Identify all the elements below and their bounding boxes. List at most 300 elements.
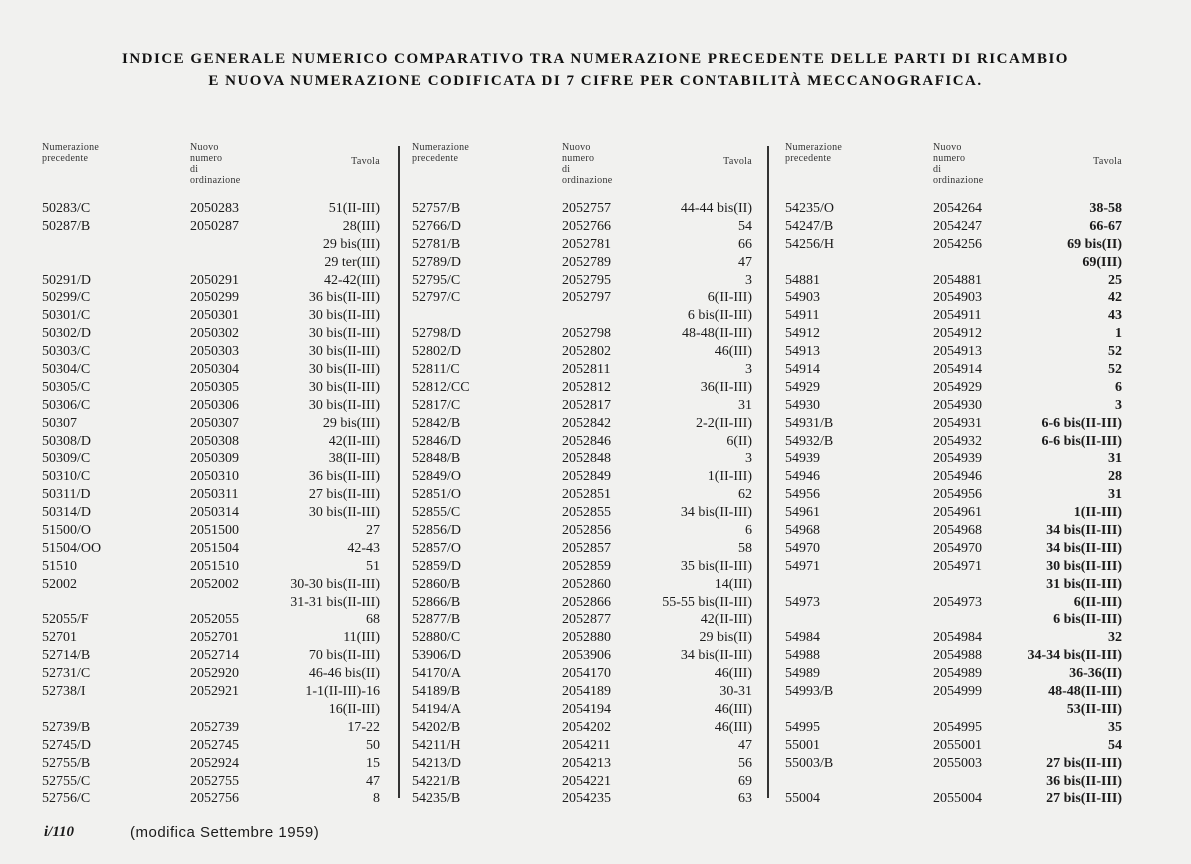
previous-number: 54202/B xyxy=(412,719,461,735)
tavola-ref: 30 bis(II-III) xyxy=(308,397,380,413)
previous-number: 54235/B xyxy=(412,791,461,807)
tavola-ref: 70 bis(II-III) xyxy=(308,648,380,664)
new-order-number: 2050301 xyxy=(190,308,239,324)
tavola-ref: 34 bis(II-III) xyxy=(1046,523,1122,539)
tavola-ref: 54 xyxy=(1108,737,1122,753)
tavola-ref: 30-30 bis(II-III) xyxy=(290,576,380,592)
tavola-ref: 31 xyxy=(1108,451,1122,467)
tavola-ref: 42-42(III) xyxy=(324,272,380,288)
new-order-number: 2054247 xyxy=(933,218,982,234)
tavola-ref: 38(II-III) xyxy=(328,451,380,467)
tavola-ref: 46-46 bis(II) xyxy=(308,666,380,682)
tavola-ref: 1(II-III) xyxy=(707,469,752,485)
tavola-ref: 51(II-III) xyxy=(328,201,380,216)
new-order-number: 2052855 xyxy=(562,505,611,521)
new-order-number: 2054956 xyxy=(933,487,982,503)
previous-number: 55004 xyxy=(785,791,820,807)
tavola-ref: 25 xyxy=(1108,272,1122,288)
page-number: i/110 xyxy=(44,824,75,840)
new-order-number: 2054931 xyxy=(933,415,982,431)
tavola-ref: 30 bis(II-III) xyxy=(308,308,380,324)
header-new-line2: di ordinazione xyxy=(562,164,613,186)
tavola-ref: 47 xyxy=(738,737,752,753)
previous-number: 52855/C xyxy=(412,505,461,521)
tavola-ref: 6(II-III) xyxy=(1073,594,1122,610)
previous-number: 52002 xyxy=(42,576,77,592)
tavola-ref: 52 xyxy=(1108,344,1122,360)
tavola-ref: 69 xyxy=(738,773,752,789)
previous-number: 50308/D xyxy=(42,433,91,449)
previous-number: 54984 xyxy=(785,630,820,646)
header-tavola: Tavola xyxy=(1093,156,1122,167)
previous-number: 54189/B xyxy=(412,684,461,700)
column-divider xyxy=(398,146,400,798)
previous-number: 52766/D xyxy=(412,218,461,234)
previous-number: 50307 xyxy=(42,415,77,431)
tavola-ref: 42-43 xyxy=(347,540,380,556)
new-order-number: 2052849 xyxy=(562,469,611,485)
new-order-number: 2052756 xyxy=(190,791,239,807)
tavola-ref: 30 bis(II-III) xyxy=(308,379,380,395)
new-order-number: 2054999 xyxy=(933,684,982,700)
tavola-ref: 66-67 xyxy=(1089,218,1122,234)
new-order-number: 2054973 xyxy=(933,594,982,610)
header-prev-line1: Numerazione xyxy=(785,142,843,153)
modification-note: (modifica Settembre 1959) xyxy=(130,824,320,841)
header-new xyxy=(933,142,984,186)
tavola-ref: 69 bis(II) xyxy=(1067,236,1122,252)
previous-number: 52789/D xyxy=(412,254,461,270)
tavola-ref: 62 xyxy=(738,487,752,503)
tavola-ref: 69(III) xyxy=(1082,254,1122,270)
previous-number: 52860/B xyxy=(412,576,461,592)
tavola-ref: 34 bis(II-III) xyxy=(680,505,752,521)
new-order-number: 2054189 xyxy=(562,684,611,700)
header-new-line2: di ordinazione xyxy=(933,164,984,186)
previous-number: 52795/C xyxy=(412,272,461,288)
previous-number: 52781/B xyxy=(412,236,461,252)
new-order-number: 2054211 xyxy=(562,737,611,753)
new-order-number: 2052745 xyxy=(190,737,239,753)
previous-number: 50301/C xyxy=(42,308,91,324)
document-title xyxy=(0,48,1191,92)
new-order-number: 2050304 xyxy=(190,362,239,378)
new-order-number: 2055001 xyxy=(933,737,982,753)
new-order-number: 2054988 xyxy=(933,648,982,664)
tavola-ref: 36 bis(II-III) xyxy=(1046,773,1122,789)
tavola-ref: 6 xyxy=(745,523,752,539)
previous-number: 54221/B xyxy=(412,773,461,789)
previous-number: 54989 xyxy=(785,666,820,682)
new-order-number: 2052055 xyxy=(190,612,239,628)
previous-number: 50291/D xyxy=(42,272,91,288)
header-new-line1: Nuovo numero xyxy=(562,142,595,164)
tavola-ref: 63 xyxy=(738,791,752,807)
header-prev xyxy=(42,142,99,164)
new-order-number: 2050314 xyxy=(190,505,239,521)
previous-number: 54970 xyxy=(785,540,820,556)
tavola-ref: 50 xyxy=(366,737,380,753)
new-order-number: 2054903 xyxy=(933,290,982,306)
tavola-ref: 3 xyxy=(745,362,752,378)
header-new-line1: Nuovo numero xyxy=(933,142,966,164)
previous-number: 52731/C xyxy=(42,666,91,682)
previous-number: 54914 xyxy=(785,362,820,378)
new-order-number: 2054939 xyxy=(933,451,982,467)
new-order-number: 2052802 xyxy=(562,344,611,360)
previous-number: 54930 xyxy=(785,397,820,413)
tavola-ref: 29 ter(III) xyxy=(324,254,380,270)
previous-number: 52756/C xyxy=(42,791,91,807)
new-order-number: 2050302 xyxy=(190,326,239,342)
new-order-number: 2052755 xyxy=(190,773,239,789)
previous-number: 55003/B xyxy=(785,755,834,771)
tavola-ref: 31-31 bis(II-III) xyxy=(290,594,380,610)
new-order-number: 2051510 xyxy=(190,558,239,574)
tavola-ref: 58 xyxy=(738,540,752,556)
new-order-number: 2054932 xyxy=(933,433,982,449)
new-order-number: 2054995 xyxy=(933,719,982,735)
new-order-number: 2054194 xyxy=(562,701,611,717)
previous-number: 54235/O xyxy=(785,201,834,216)
new-order-number: 2054968 xyxy=(933,523,982,539)
tavola-ref: 3 xyxy=(745,451,752,467)
tavola-ref: 15 xyxy=(366,755,380,771)
previous-number: 51504/OO xyxy=(42,540,102,556)
tavola-ref: 38-58 xyxy=(1089,201,1122,216)
new-order-number: 2052866 xyxy=(562,594,611,610)
previous-number: 54973 xyxy=(785,594,820,610)
tavola-ref: 30 bis(II-III) xyxy=(308,505,380,521)
new-order-number: 2050291 xyxy=(190,272,239,288)
previous-number: 52866/B xyxy=(412,594,461,610)
tavola-ref: 6 bis(II-III) xyxy=(1053,612,1122,628)
header-tavola: Tavola xyxy=(723,156,752,167)
title-line-2: E NUOVA NUMERAZIONE CODIFICATA DI 7 CIFRE PER CONTABILITÀ MECCANOGRAFICA. xyxy=(208,73,983,89)
previous-number: 52880/C xyxy=(412,630,461,646)
tavola-ref: 36(II-III) xyxy=(700,379,752,395)
previous-number: 54213/D xyxy=(412,755,461,771)
tavola-ref: 46(III) xyxy=(714,719,752,735)
tavola-ref: 16(II-III) xyxy=(328,701,380,717)
previous-number: 54971 xyxy=(785,558,820,574)
title-line-1: INDICE GENERALE NUMERICO COMPARATIVO TRA NUMERAZIONE PRECEDENTE DELLE PARTI DI RICAMBIO xyxy=(122,51,1069,67)
previous-number: 52797/C xyxy=(412,290,461,306)
new-order-number: 2050303 xyxy=(190,344,239,360)
new-order-number: 2052842 xyxy=(562,415,611,431)
tavola-ref: 28 xyxy=(1108,469,1122,485)
previous-number: 51510 xyxy=(42,558,77,574)
new-order-number: 2054202 xyxy=(562,719,611,735)
new-order-number: 2050305 xyxy=(190,379,239,395)
tavola-ref: 46(III) xyxy=(714,666,752,682)
tavola-ref: 47 xyxy=(366,773,380,789)
new-order-number: 2052817 xyxy=(562,397,611,413)
header-tavola: Tavola xyxy=(351,156,380,167)
new-order-number: 2054930 xyxy=(933,397,982,413)
new-order-number: 2054929 xyxy=(933,379,982,395)
new-order-number: 2052812 xyxy=(562,379,611,395)
previous-number: 52859/D xyxy=(412,558,461,574)
new-order-number: 2052860 xyxy=(562,576,611,592)
tavola-ref: 53(II-III) xyxy=(1066,701,1122,717)
new-order-number: 2054911 xyxy=(933,308,982,324)
tavola-ref: 46(III) xyxy=(714,701,752,717)
tavola-ref: 6(II) xyxy=(726,433,752,449)
previous-number: 50283/C xyxy=(42,201,91,216)
tavola-ref: 54 xyxy=(738,218,752,234)
header-prev-line2: precedente xyxy=(785,153,832,164)
tavola-ref: 17-22 xyxy=(347,719,380,735)
previous-number: 54968 xyxy=(785,523,820,539)
new-order-number: 2052795 xyxy=(562,272,611,288)
new-order-number: 2054213 xyxy=(562,755,611,771)
new-order-number: 2050309 xyxy=(190,451,239,467)
tavola-ref: 2-2(II-III) xyxy=(696,415,752,431)
header-prev xyxy=(412,142,469,164)
previous-number: 54211/H xyxy=(412,737,461,753)
new-order-number: 2053906 xyxy=(562,648,611,664)
new-order-number: 2054913 xyxy=(933,344,982,360)
new-order-number: 2054264 xyxy=(933,201,982,216)
tavola-ref: 31 bis(II-III) xyxy=(1046,576,1122,592)
new-order-number: 2054914 xyxy=(933,362,982,378)
tavola-ref: 6 xyxy=(1115,379,1122,395)
tavola-ref: 31 xyxy=(738,397,752,413)
tavola-ref: 8 xyxy=(373,791,380,807)
previous-number: 52842/B xyxy=(412,415,461,431)
previous-number: 52846/D xyxy=(412,433,461,449)
previous-number: 52798/D xyxy=(412,326,461,342)
new-order-number: 2054170 xyxy=(562,666,611,682)
tavola-ref: 27 bis(II-III) xyxy=(308,487,380,503)
tavola-ref: 48-48(II-III) xyxy=(682,326,752,342)
header-prev-line2: precedente xyxy=(42,153,89,164)
previous-number: 50311/D xyxy=(42,487,91,503)
new-order-number: 2054946 xyxy=(933,469,982,485)
previous-number: 52811/C xyxy=(412,362,460,378)
previous-number: 54247/B xyxy=(785,218,834,234)
tavola-ref: 6-6 bis(II-III) xyxy=(1041,415,1122,431)
new-order-number: 2055004 xyxy=(933,791,982,807)
tavola-ref: 6(II-III) xyxy=(707,290,752,306)
previous-number: 54946 xyxy=(785,469,820,485)
previous-number: 54903 xyxy=(785,290,820,306)
previous-number: 52755/B xyxy=(42,755,91,771)
previous-number: 54932/B xyxy=(785,433,834,449)
new-order-number: 2052851 xyxy=(562,487,611,503)
tavola-ref: 42(II-III) xyxy=(328,433,380,449)
new-order-number: 2050310 xyxy=(190,469,239,485)
new-order-number: 2054912 xyxy=(933,326,982,342)
tavola-ref: 6 bis(II-III) xyxy=(687,308,752,324)
tavola-ref: 30-31 xyxy=(719,684,752,700)
previous-number: 50287/B xyxy=(42,218,91,234)
previous-number: 52856/D xyxy=(412,523,461,539)
tavola-ref: 3 xyxy=(1115,397,1122,413)
previous-number: 52857/O xyxy=(412,540,461,556)
previous-number: 52738/I xyxy=(42,684,86,700)
new-order-number: 2054221 xyxy=(562,773,611,789)
previous-number: 53906/D xyxy=(412,648,461,664)
new-order-number: 2052766 xyxy=(562,218,611,234)
new-order-number: 2052920 xyxy=(190,666,239,682)
new-order-number: 2052798 xyxy=(562,326,611,342)
new-order-number: 2054971 xyxy=(933,558,982,574)
tavola-ref: 1 xyxy=(1115,326,1122,342)
previous-number: 54939 xyxy=(785,451,820,467)
header-new xyxy=(562,142,613,186)
tavola-ref: 3 xyxy=(745,272,752,288)
tavola-ref: 34 bis(II-III) xyxy=(680,648,752,664)
previous-number: 52877/B xyxy=(412,612,461,628)
tavola-ref: 29 bis(II) xyxy=(699,630,752,646)
header-prev-line1: Numerazione xyxy=(42,142,100,153)
new-order-number: 2050311 xyxy=(190,487,239,503)
tavola-ref: 31 xyxy=(1108,487,1122,503)
new-order-number: 2051504 xyxy=(190,540,239,556)
previous-number: 52849/O xyxy=(412,469,461,485)
tavola-ref: 30 bis(II-III) xyxy=(1046,558,1122,574)
previous-number: 52739/B xyxy=(42,719,91,735)
new-order-number: 2052739 xyxy=(190,719,239,735)
previous-number: 54881 xyxy=(785,272,820,288)
previous-number: 54961 xyxy=(785,505,820,521)
previous-number: 52714/B xyxy=(42,648,91,664)
previous-number: 54956 xyxy=(785,487,820,503)
header-prev xyxy=(785,142,842,164)
previous-number: 50310/C xyxy=(42,469,91,485)
tavola-ref: 66 xyxy=(738,236,752,252)
previous-number: 54988 xyxy=(785,648,820,664)
new-order-number: 2052714 xyxy=(190,648,239,664)
previous-number: 52812/CC xyxy=(412,379,470,395)
previous-number: 52848/B xyxy=(412,451,461,467)
previous-number: 54993/B xyxy=(785,684,834,700)
header-prev-line1: Numerazione xyxy=(412,142,470,153)
previous-number: 52755/C xyxy=(42,773,91,789)
new-order-number: 2054984 xyxy=(933,630,982,646)
tavola-ref: 46(III) xyxy=(714,344,752,360)
tavola-ref: 48-48(II-III) xyxy=(1048,684,1122,700)
tavola-ref: 6-6 bis(II-III) xyxy=(1041,433,1122,449)
new-order-number: 2054235 xyxy=(562,791,611,807)
previous-number: 52817/C xyxy=(412,397,461,413)
new-order-number: 2054881 xyxy=(933,272,982,288)
new-order-number: 2050299 xyxy=(190,290,239,306)
new-order-number: 2054256 xyxy=(933,236,982,252)
new-order-number: 2050308 xyxy=(190,433,239,449)
previous-number: 50306/C xyxy=(42,397,91,413)
new-order-number: 2052859 xyxy=(562,558,611,574)
tavola-ref: 42 xyxy=(1108,290,1122,306)
header-new-line1: Nuovo numero xyxy=(190,142,223,164)
new-order-number: 2052846 xyxy=(562,433,611,449)
tavola-ref: 34 bis(II-III) xyxy=(1046,540,1122,556)
new-order-number: 2054970 xyxy=(933,540,982,556)
tavola-ref: 29 bis(III) xyxy=(322,415,380,431)
new-order-number: 2054989 xyxy=(933,666,982,682)
header-prev-line2: precedente xyxy=(412,153,459,164)
new-order-number: 2052856 xyxy=(562,523,611,539)
previous-number: 50305/C xyxy=(42,379,91,395)
previous-number: 54256/H xyxy=(785,236,834,252)
tavola-ref: 36 bis(II-III) xyxy=(308,469,380,485)
previous-number: 54929 xyxy=(785,379,820,395)
tavola-ref: 36 bis(II-III) xyxy=(308,290,380,306)
new-order-number: 2052924 xyxy=(190,755,239,771)
previous-number: 50299/C xyxy=(42,290,91,306)
previous-number: 52055/F xyxy=(42,612,89,628)
tavola-ref: 27 bis(II-III) xyxy=(1046,755,1122,771)
previous-number: 50303/C xyxy=(42,344,91,360)
tavola-ref: 68 xyxy=(366,612,380,628)
previous-number: 52701 xyxy=(42,630,77,646)
new-order-number: 2052921 xyxy=(190,684,239,700)
previous-number: 52757/B xyxy=(412,201,461,216)
tavola-ref: 55-55 bis(II-III) xyxy=(662,594,752,610)
tavola-ref: 56 xyxy=(738,755,752,771)
tavola-ref: 27 xyxy=(366,523,380,539)
tavola-ref: 1(II-III) xyxy=(1073,505,1122,521)
tavola-ref: 32 xyxy=(1108,630,1122,646)
previous-number: 54913 xyxy=(785,344,820,360)
column-divider xyxy=(767,146,769,798)
new-order-number: 2052848 xyxy=(562,451,611,467)
tavola-ref: 35 xyxy=(1108,719,1122,735)
tavola-ref: 35 bis(II-III) xyxy=(680,558,752,574)
tavola-ref: 30 bis(II-III) xyxy=(308,362,380,378)
previous-number: 54995 xyxy=(785,719,820,735)
previous-number: 54194/A xyxy=(412,701,461,717)
tavola-ref: 29 bis(III) xyxy=(322,236,380,252)
header-new xyxy=(190,142,241,186)
previous-number: 50314/D xyxy=(42,505,91,521)
new-order-number: 2050307 xyxy=(190,415,239,431)
new-order-number: 2052857 xyxy=(562,540,611,556)
previous-number: 54931/B xyxy=(785,415,834,431)
new-order-number: 2052701 xyxy=(190,630,239,646)
previous-number: 54911 xyxy=(785,308,820,324)
tavola-ref: 30 bis(II-III) xyxy=(308,326,380,342)
tavola-ref: 42(II-III) xyxy=(700,612,752,628)
new-order-number: 2050306 xyxy=(190,397,239,413)
previous-number: 50302/D xyxy=(42,326,91,342)
tavola-ref: 28(III) xyxy=(342,218,380,234)
new-order-number: 2054961 xyxy=(933,505,982,521)
new-order-number: 2051500 xyxy=(190,523,239,539)
tavola-ref: 43 xyxy=(1108,308,1122,324)
new-order-number: 2052789 xyxy=(562,254,611,270)
tavola-ref: 52 xyxy=(1108,362,1122,378)
header-new-line2: di ordinazione xyxy=(190,164,241,186)
new-order-number: 2052880 xyxy=(562,630,611,646)
new-order-number: 2052877 xyxy=(562,612,611,628)
previous-number: 51500/O xyxy=(42,523,91,539)
new-order-number: 2050287 xyxy=(190,218,239,234)
tavola-ref: 30 bis(II-III) xyxy=(308,344,380,360)
new-order-number: 2052811 xyxy=(562,362,611,378)
tavola-ref: 47 xyxy=(738,254,752,270)
new-order-number: 2052781 xyxy=(562,236,611,252)
previous-number: 50304/C xyxy=(42,362,91,378)
previous-number: 52851/O xyxy=(412,487,461,503)
new-order-number: 2055003 xyxy=(933,755,982,771)
tavola-ref: 36-36(II) xyxy=(1069,666,1122,682)
previous-number: 55001 xyxy=(785,737,820,753)
tavola-ref: 1-1(II-III)-16 xyxy=(305,684,380,700)
tavola-ref: 27 bis(II-III) xyxy=(1046,791,1122,807)
